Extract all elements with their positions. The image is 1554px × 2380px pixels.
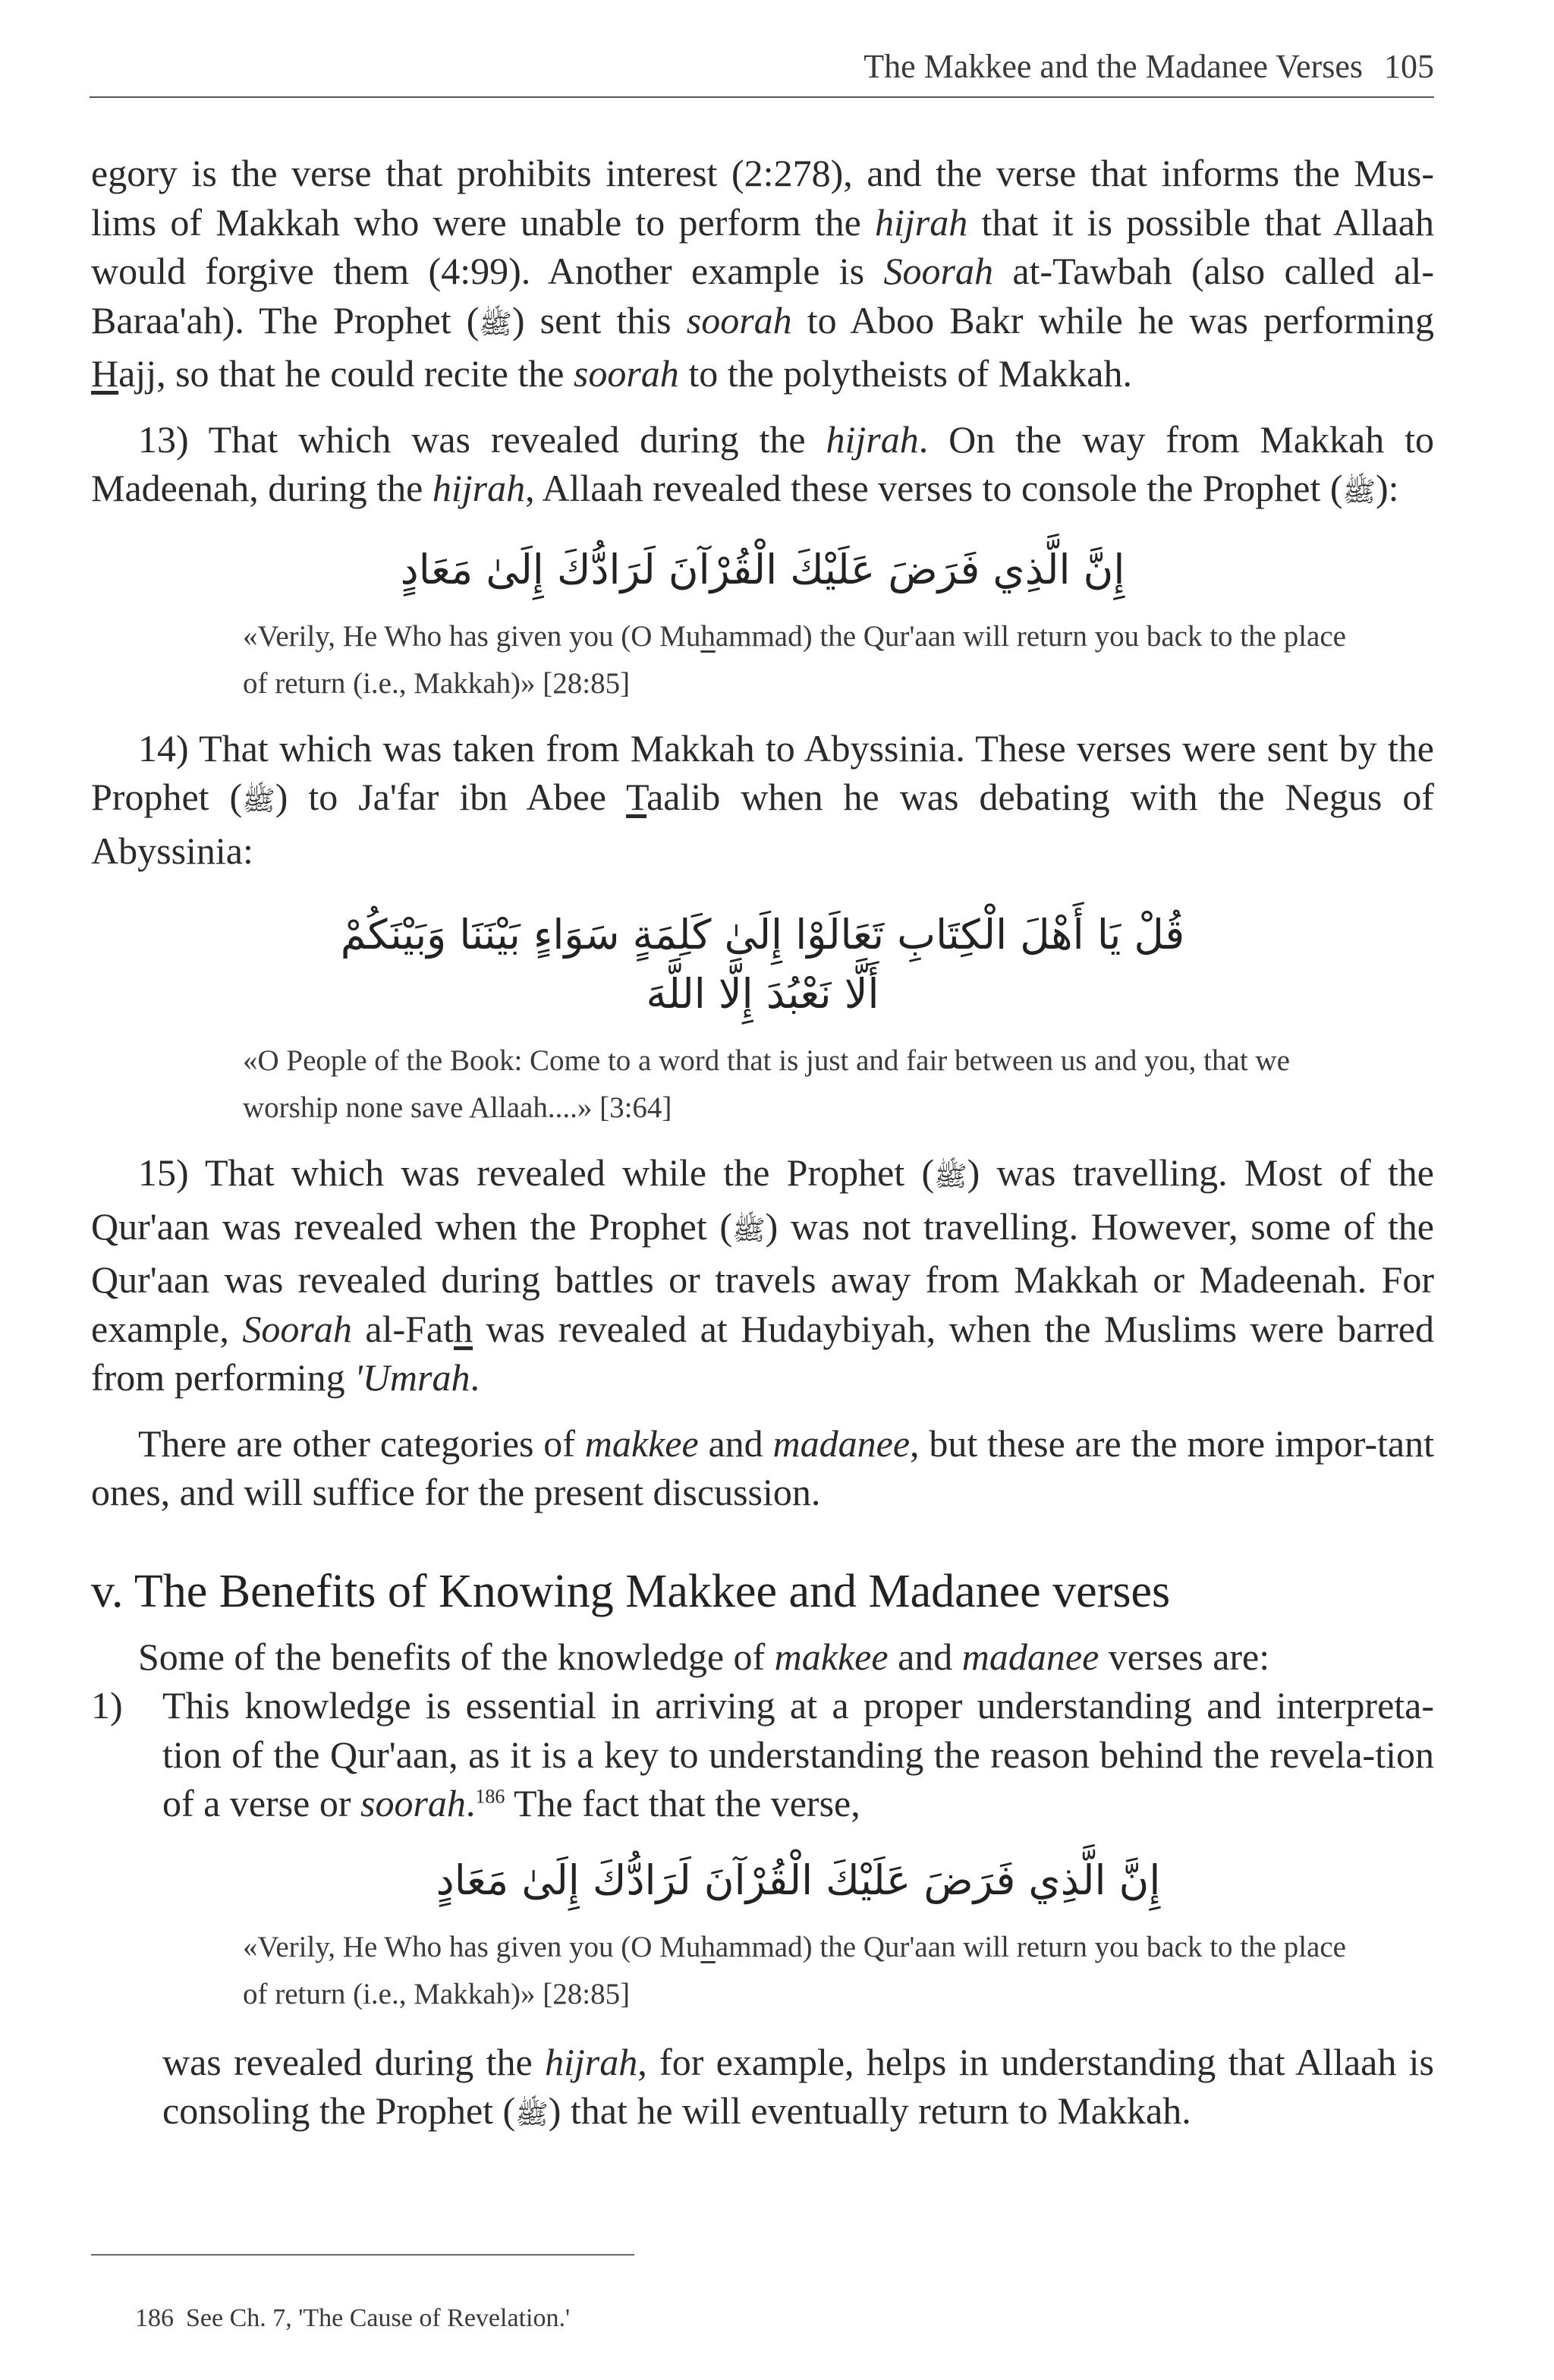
paragraph-other-categories: There are other categories of makkee and madanee, but these are the more impor-tant ones, and will suffice for the present discussion. [91,1421,1434,1513]
arabic-verse-28-85-repeat: إِنَّ الَّذِي فَرَضَ عَلَيْكَ الْقُرْآنَ لَرَادُّكَ إِلَىٰ مَعَادٍ [436,1856,1161,1904]
paragraph-14-abyssinia: 14) That which was taken from Makkah to Abyssinia. These verses were sent by the Prophet (ﷺ) to Ja'far ibn Abee Taalib when he was debating with the Negus of Abyssinia: [91,726,1434,872]
arabic-verse-3-64 [91,905,1434,1024]
footnote-ref[interactable]: 186 [475,1785,505,1808]
paragraph-benefits-intro: Some of the benefits of the knowledge of makkee and madanee verses are: [138,1635,1270,1678]
page-number: 105 [1384,48,1434,85]
body-text [91,149,1434,2140]
benefit-1-text: This knowledge is essential in arriving at a proper understanding and interpreta-tion of the Qur'aan, as it is a key to understanding the reason behind the revela-tion of a verse or soorah.$^{186}$ The fact that the verse, [162,1684,1434,1824]
translation-3-64: «O People of the Book: Come to a word that is just and fair between us and you, that we worship none save Allaah....» [3:64] [243,1044,1290,1124]
paragraph-interest: egory is the verse that prohibits interest (2:278), and the verse that informs the Mus-lims of Makkah who were unable to perform the hijrah that it is possible that Allaah would forgive them (4:99). Another example is Soorah at-Tawbah (also called al-Baraa'ah). The Prophet (ﷺ) sent this soorah to Aboo Bakr while he was performing Hajj, so that he could recite the soorah to the polytheists of Makkah. [91,152,1435,395]
footnote-number: 186 [135,2304,174,2332]
salawat-glyph: ﷺ [242,785,275,817]
paragraph-13-hijrah: 13) That which was revealed during the hijrah. On the way from Makkah to Madeenah, during the hijrah, Allaah revealed these verses to console the Prophet (ﷺ): [91,417,1435,509]
paragraph-15-travelling: 15) That which was revealed while the Prophet (ﷺ) was travelling. Most of the Qur'aan was revealed when the Prophet (ﷺ) was not travelling. However, some of the Qur'aan was revealed during battles or travels away from Makkah or Madeenah. For example, Soorah al-Fath was revealed at Hudaybiyah, when the Muslims were barred from performing 'Umrah. [91,1151,1434,1399]
footnote-text: See Ch. 7, 'The Cause of Revelation.' [186,2304,571,2332]
benefit-list-item-1 [91,1681,1434,2140]
salawat-glyph: ﷺ [515,2099,549,2130]
translation-28-85-repeat: «Verily, He Who has given you (O Muhammad) the Qur'aan will return you back to the place of return (i.e., Makkah)» [28:85] [243,1930,1346,2010]
translation-28-85: «Verily, He Who has given you (O Muhammad) the Qur'aan will return you back to the place of return (i.e., Makkah)» [28:85] [243,619,1346,700]
benefit-1-continuation: was revealed during the hijrah, for example, helps in understanding that Allaah is consoling the Prophet (ﷺ) that he will eventually return to Makkah. [162,2040,1435,2132]
arabic-verse-28-85: إِنَّ الَّذِي فَرَضَ عَلَيْكَ الْقُرْآنَ لَرَادُّكَ إِلَىٰ مَعَادٍ [400,545,1125,593]
running-title: The Makkee and the Madanee Verses [864,48,1363,85]
salawat-glyph: ﷺ [1342,477,1376,508]
salawat-glyph: ﷺ [479,308,512,340]
running-header [90,47,1434,98]
footnote-divider [91,2254,634,2256]
arabic-verse-3-64-line2: أَلَّا نَعْبُدَ إِلَّا اللَّهَ [646,970,879,1018]
salawat-glyph: ﷺ [732,1214,766,1246]
salawat-glyph: ﷺ [934,1161,967,1192]
list-number: 1) [91,1684,123,1727]
footnote [135,2304,570,2333]
arabic-verse-3-64-line1: قُلْ يَا أَهْلَ الْكِتَابِ تَعَالَوْا إِلَىٰ كَلِمَةٍ سَوَاءٍ بَيْنَنَا وَبَيْنَكُمْ [340,911,1185,959]
section-heading: v. The Benefits of Knowing Makkee and Madanee verses [91,1565,1171,1617]
